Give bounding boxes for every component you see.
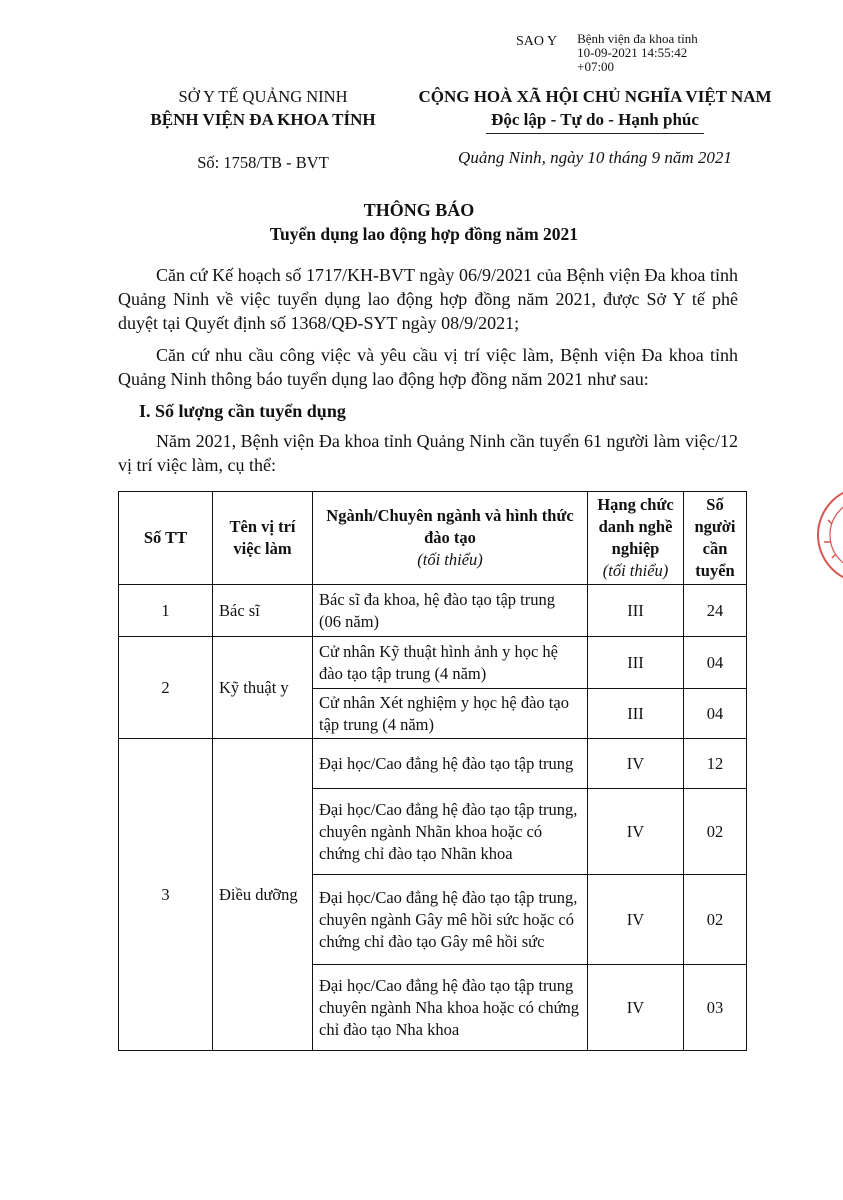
header-major-note: (tối thiểu) [417,550,483,569]
cell-rank: IV [588,965,684,1051]
cell-quantity: 12 [684,739,747,789]
header-major [313,492,588,585]
national-header [395,86,795,169]
cell-rank: IV [588,789,684,875]
motto-underline [486,133,704,134]
cell-major: Cử nhân Xét nghiệm y học hệ đào tạo tập trung (4 năm) [313,689,588,739]
cell-rank: III [588,585,684,637]
document-number: Số: 1758/TB - BVT [197,153,329,172]
paragraph-quantity: Năm 2021, Bệnh viện Đa khoa tỉnh Quảng Ninh cần tuyển 61 người làm việc/12 vị trí việc làm, cụ thể: [118,431,738,475]
table-row [119,739,747,789]
hospital-name: BỆNH VIỆN ĐA KHOA TỈNH [150,110,376,129]
recruitment-table [118,491,747,1051]
cell-position: Bác sĩ [213,585,313,637]
department-name: SỞ Y TẾ QUẢNG NINH [178,87,348,106]
table-row [119,637,747,689]
document-body [118,263,738,485]
cell-quantity: 02 [684,875,747,965]
copy-info [577,32,698,74]
cell-quantity: 03 [684,965,747,1051]
cell-major: Đại học/Cao đẳng hệ đào tạo tập trung chuyên ngành Nha khoa hoặc có chứng chỉ đào tạo Nha khoa [313,965,588,1051]
cell-stt: 1 [119,585,213,637]
cell-major: Đại học/Cao đẳng hệ đào tạo tập trung [313,739,588,789]
header-quantity: Số người cần tuyển [684,492,747,585]
paragraph-basis-plan: Căn cứ Kế hoạch số 1717/KH-BVT ngày 06/9/2021 của Bệnh viện Đa khoa tỉnh Quảng Ninh về việc tuyển dụng lao động hợp đồng năm 2021, được Sở Y tế phê duyệt tại Quyết định số 1368/QĐ-SYT ngày 08/9/2021; [118,265,738,333]
cell-rank: III [588,689,684,739]
cell-quantity: 04 [684,637,747,689]
paragraph-basis-needs: Căn cứ nhu cầu công việc và yêu cầu vị trí việc làm, Bệnh viện Đa khoa tỉnh Quảng Ninh thông báo tuyển dụng lao động hợp đồng năm 2021 như sau: [118,345,738,389]
national-motto: Độc lập - Tự do - Hạnh phúc [491,110,699,129]
cell-rank: IV [588,875,684,965]
recruitment-table-wrapper [118,491,746,1051]
header-stt: Số TT [119,492,213,585]
copy-issuer: Bệnh viện đa khoa tỉnh [577,31,698,46]
cell-rank: IV [588,739,684,789]
cell-major: Cử nhân Kỹ thuật hình ảnh y học hệ đào tạo tập trung (4 năm) [313,637,588,689]
header-rank [588,492,684,585]
cell-quantity: 04 [684,689,747,739]
issue-date: Quảng Ninh, ngày 10 tháng 9 năm 2021 [458,148,732,167]
copy-timestamp: 10-09-2021 14:55:42 [577,45,688,60]
document-title [0,198,843,246]
cell-stt: 2 [119,637,213,739]
section-heading: I. Số lượng cần tuyển dụng [139,401,346,421]
cell-major: Bác sĩ đa khoa, hệ đào tạo tập trung (06 năm) [313,585,588,637]
cell-quantity: 24 [684,585,747,637]
cell-stt: 3 [119,739,213,1051]
title-main: THÔNG BÁO [363,200,475,220]
title-sub: Tuyển dụng lao động hợp đồng năm 2021 [269,224,579,244]
table-row [119,585,747,637]
header-major-label: Ngành/Chuyên ngành và hình thức đào tạo [326,506,574,547]
cell-position: Điều dưỡng [213,739,313,1051]
copy-label: SAO Y [516,34,558,49]
cell-quantity: 02 [684,789,747,875]
cell-major: Đại học/Cao đẳng hệ đào tạo tập trung, chuyên ngành Nhãn khoa hoặc có chứng chỉ đào tạo Nhãn khoa [313,789,588,875]
copy-timezone: +07:00 [577,59,615,74]
issuer-header [118,86,408,174]
cell-major: Đại học/Cao đẳng hệ đào tạo tập trung, chuyên ngành Gây mê hồi sức hoặc có chứng chỉ đào tạo Gây mê hồi sức [313,875,588,965]
cell-position: Kỹ thuật y [213,637,313,739]
nation-name: CỘNG HOÀ XÃ HỘI CHỦ NGHĨA VIỆT NAM [418,87,772,106]
table-header-row [119,492,747,585]
header-rank-note: (tối thiểu) [602,561,669,580]
header-position: Tên vị trí việc làm [213,492,313,585]
header-rank-label: Hạng chức danh nghề nghiệp [597,495,674,558]
digital-copy-stamp [516,32,698,74]
cell-rank: III [588,637,684,689]
red-seal-icon [808,480,843,590]
